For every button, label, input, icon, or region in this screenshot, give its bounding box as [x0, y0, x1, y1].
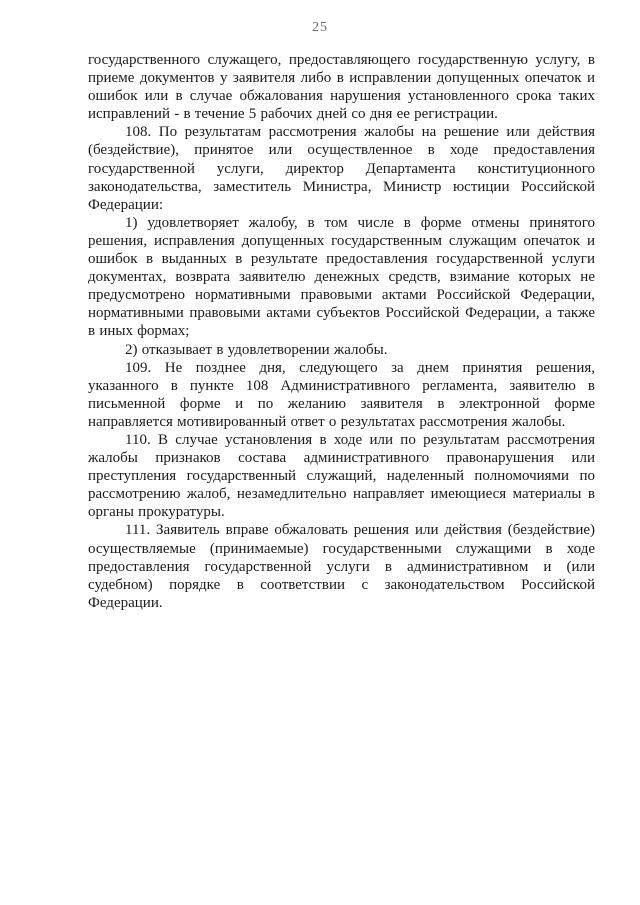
paragraph-110: 110. В случае установления в ходе или по результатам рассмотрения жалобы признаков состава административного правонарушения или преступления государственный служащий, наделенный полномочиями по рассмотрению жалоб, незамедлительно направляет имеющиеся материалы в органы прокуратуры. [88, 431, 595, 521]
paragraph-108-item-2: 2) отказывает в удовлетворении жалобы. [125, 341, 388, 358]
paragraph-111: 111. Заявитель вправе обжаловать решения или действия (бездействие) осуществляемые (принимаемые) государственными служащими в ходе предоставления государственной услуги в административном и (или судебном) порядке в соответствии с законодательством Российской Федерации. [88, 522, 595, 611]
paragraph-continuation: государственного служащего, предоставляющего государственную услугу, в приеме документов у заявителя либо в исправлении допущенных опечаток и ошибок или в случае обжалования нарушения установленного срока таких исправлений - в течение 5 рабочих дней со дня ее регистрации. [88, 52, 595, 123]
paragraph-109: 109. Не позднее дня, следующего за днем принятия решения, указанного в пункте 108 Административного регламента, заявителю в письменной форме и по желанию заявителя в электронной форме направляется мотивированный ответ о результатах рассмотрения жалобы. [88, 359, 595, 430]
document-body [88, 51, 595, 612]
paragraph-108: 108. По результатам рассмотрения жалобы на решение или действия (бездействие), принятое или осуществленное в ходе предоставления государственной услуги, директор Департамента конституционного законодательства, заместитель Министра, Министр юстиции Российской Федерации: [88, 124, 595, 213]
page-number: 25 [312, 20, 328, 35]
paragraph-108-item-1: 1) удовлетворяет жалобу, в том числе в форме отмены принятого решения, исправления допущенных государственным служащим опечаток и ошибок в выданных в результате предоставления государственной услуги документах, возврата заявителю денежных средств, взимание которых не предусмотрено нормативными правовыми актами Российской Федерации, нормативными правовыми актами субъектов Российской Федерации, а также в иных формах; [88, 214, 595, 340]
